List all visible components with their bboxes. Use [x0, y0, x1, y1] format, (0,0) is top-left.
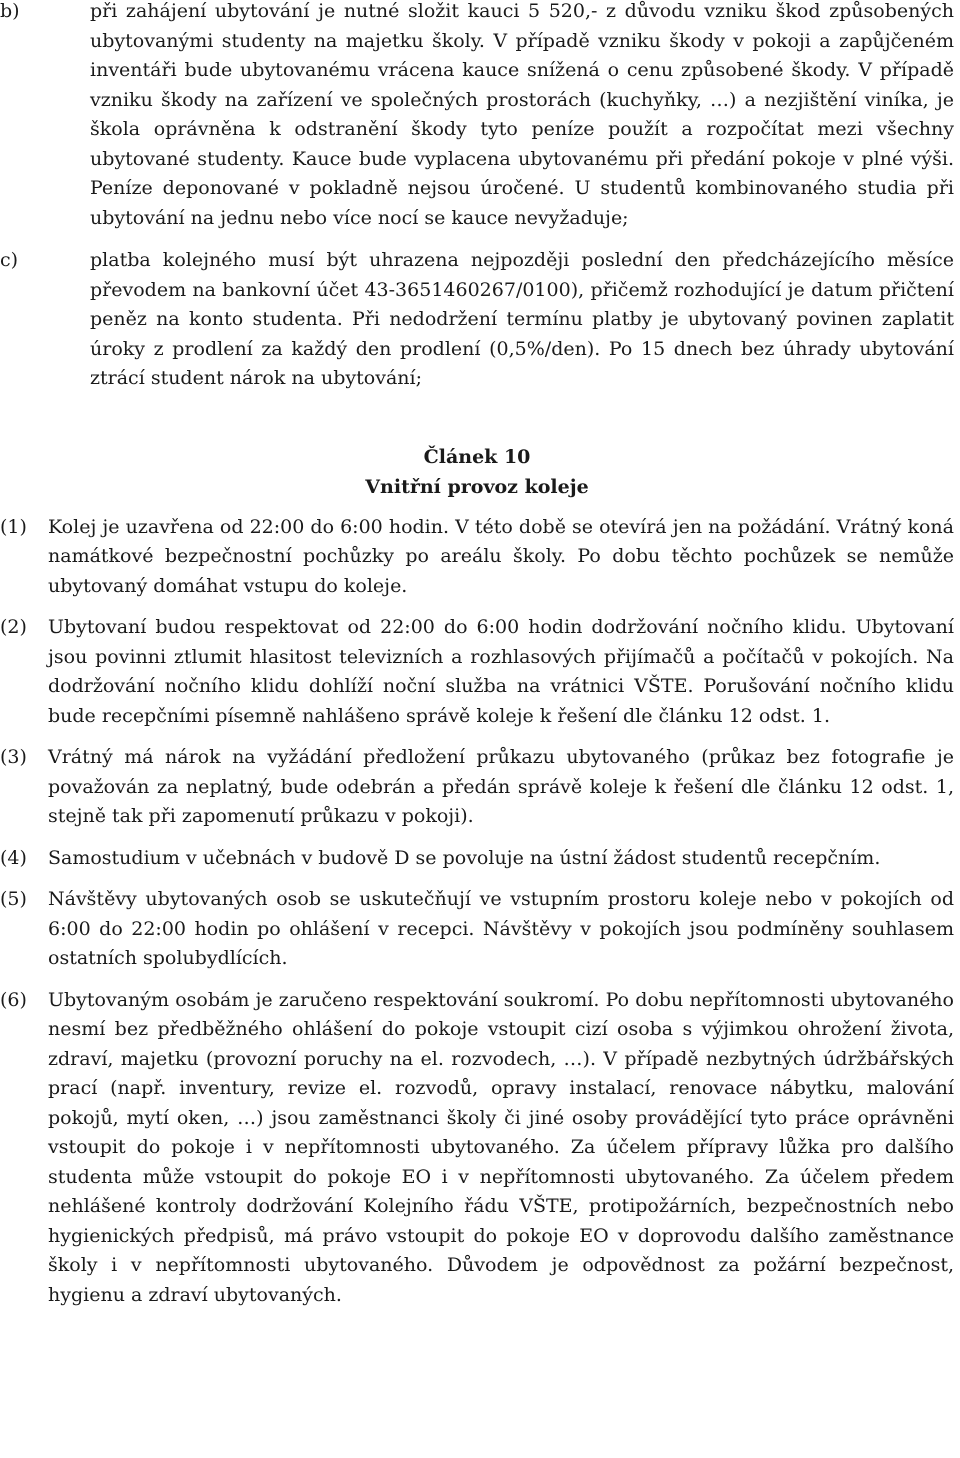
list-item-text: platba kolejného musí být uhrazena nejpozději poslední den předcházejícího měsíce převodem na bankovní účet 43-3651460267/0100), přičemž rozhodující je datum přičtení peněz na konto studenta. Při nedodržení termínu platby je ubytovaný povinen zaplatit úroky z prodlení za každý den prodlení (0,5%/den). Po 15 dnech bez úhrady ubytování ztrácí student nárok na ubytování;	[90, 249, 954, 389]
paragraph-number: (5)	[0, 888, 27, 910]
article-number: Článek 10	[423, 445, 531, 468]
paragraph-number: (6)	[0, 988, 27, 1011]
list-item-b	[0, 0, 954, 233]
list-marker: c)	[0, 249, 19, 271]
list-item-text: při zahájení ubytování je nutné složit kauci 5 520,- z důvodu vzniku škod způsobených ubytovanými studenty na majetku školy. V případě vzniku škody v pokoji a zapůjčeném inventáři bude ubytovanému vrácena kauce snížená o cenu způsobené škody. V případě vzniku škody na zařízení ve společných prostorách (kuchyňky, …) a nezjištění viníka, je škola oprávněna k odstranění škody tyto peníze použít a rozpočítat mezi všechny ubytované studenty. Kauce bude vyplacena ubytovanému při předání pokoje v plné výši. Peníze deponované v pokladně nejsou úročené. U studentů kombinovaného studia při ubytování na jednu nebo více nocí se kauce nevyžaduje;	[90, 0, 954, 229]
paragraph-text: Vrátný má nárok na vyžádání předložení průkazu ubytovaného (průkaz bez fotografie je považován za neplatný, bude odebrán a předán správě koleje k řešení dle článku 12 odst. 1, stejně tak při zapomenutí průkazu v pokoji).	[48, 746, 954, 827]
paragraph-text: Ubytovaným osobám je zaručeno respektování soukromí. Po dobu nepřítomnosti ubytovaného nesmí bez předběžného ohlášení do pokoje vstoupit cizí osoba s výjimkou ohrožení života, zdraví, majetku (provozní poruchy na el. rozvodech, …). V případě nezbytných údržbářských prací (např. inventury, revize el. rozvodů, opravy instalací, renovace nábytku, malování pokojů, mytí oken, …) jsou zaměstnanci školy či jiné osoby provádějící tyto práce oprávněni vstoupit do pokoje i v nepřítomnosti ubytovaného. Za účelem přípravy lůžka pro dalšího studenta může vstoupit do pokoje EO i v nepřítomnosti ubytovaného. Za účelem předem nehlášené kontroly dodržování Kolejního řádu VŠTE, protipožárních, bezpečnostních nebo hygienických předpisů, má právo vstoupit do pokoje EO v doprovodu dalšího zaměstnance školy i v nepřítomnosti ubytovaného. Důvodem je odpovědnost za požární bezpečnost, hygienu a zdraví ubytovaných.	[48, 988, 954, 1306]
article-heading	[0, 442, 954, 502]
list-marker: b)	[0, 0, 20, 22]
paragraph-text: Návštěvy ubytovaných osob se uskutečňují ve vstupním prostoru koleje nebo v pokojích od 6:00 do 22:00 hodin po ohlášení v recepci. Návštěvy v pokojích jsou podmíněny souhlasem ostatních spolubydlících.	[48, 888, 954, 969]
paragraph-3	[0, 743, 954, 832]
paragraph-text: Kolej je uzavřena od 22:00 do 6:00 hodin. V této době se otevírá jen na požádání. Vrátný koná namátkové bezpečnostní pochůzky po areálu školy. Po dobu těchto pochůzek se nemůže ubytovaný domáhat vstupu do koleje.	[48, 515, 954, 597]
paragraph-number: (2)	[0, 616, 27, 638]
paragraph-text: Samostudium v učebnách v budově D se povoluje na ústní žádost studentů recepčním.	[48, 846, 881, 869]
paragraph-1	[0, 513, 954, 602]
paragraph-2	[0, 613, 954, 731]
paragraph-number: (4)	[0, 846, 27, 869]
paragraph-4	[0, 844, 954, 874]
paragraph-5	[0, 885, 954, 974]
paragraph-number: (3)	[0, 746, 27, 768]
list-item-c	[0, 246, 954, 394]
paragraph-number: (1)	[0, 515, 27, 538]
paragraph-text: Ubytovaní budou respektovat od 22:00 do 6:00 hodin dodržování nočního klidu. Ubytovaní jsou povinni ztlumit hlasitost televizních a rozhlasových přijímačů a počítačů v pokojích. Na dodržování nočního klidu dohlíží noční služba na vrátnici VŠTE. Porušování nočního klidu bude recepčními písemně nahlášeno správě koleje k řešení dle článku 12 odst. 1.	[48, 616, 954, 727]
paragraph-6	[0, 986, 954, 1311]
article-title: Vnitřní provoz koleje	[365, 475, 589, 498]
